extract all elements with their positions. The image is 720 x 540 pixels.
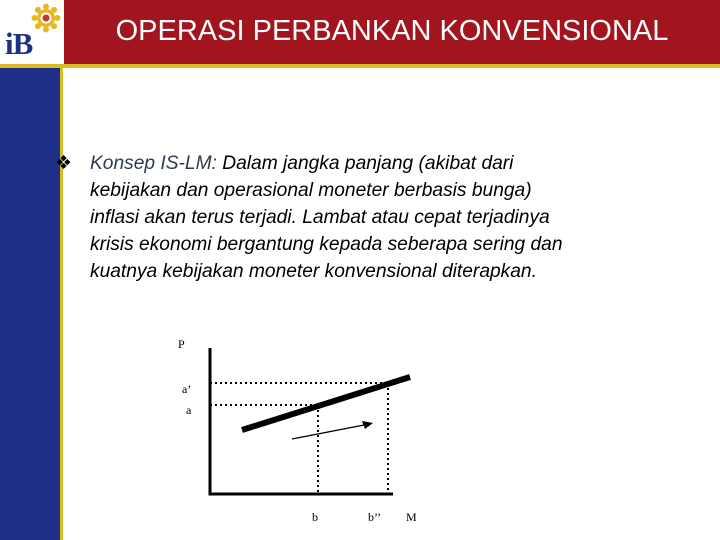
label-a: a bbox=[186, 403, 192, 417]
bullet-line-3: inflasi akan terus terjadi. Lambat atau cepat terjadinya bbox=[90, 207, 550, 228]
page-title: OPERASI PERBANKAN KONVENSIONAL bbox=[115, 15, 669, 47]
bullet-paragraph bbox=[55, 150, 690, 285]
bullet-text-1: Dalam jangka panjang (akibat dari bbox=[216, 153, 514, 174]
label-a-prime: a’ bbox=[182, 382, 192, 396]
logo-text: iB bbox=[5, 26, 33, 61]
term-is-lm: Konsep IS-LM: bbox=[90, 153, 217, 174]
x-axis-label: M bbox=[406, 510, 417, 524]
bullet-line-5: kuatnya kebijakan moneter konvensional diterapkan. bbox=[90, 261, 537, 282]
is-lm-curve bbox=[242, 377, 410, 430]
bullet-line-2: kebijakan dan operasional moneter berbasis bunga) bbox=[90, 180, 532, 201]
shift-arrow-line bbox=[292, 425, 364, 439]
sun-emblem-icon bbox=[31, 3, 61, 33]
sidebar-stripe bbox=[60, 68, 63, 540]
ib-logo bbox=[0, 0, 64, 64]
y-axis-label: P bbox=[178, 337, 185, 351]
header-divider bbox=[0, 64, 720, 68]
label-b2: b’’ bbox=[368, 510, 382, 524]
sidebar-band bbox=[0, 68, 60, 540]
bullet-line-1 bbox=[90, 150, 690, 177]
is-lm-diagram bbox=[160, 330, 440, 540]
slide-header bbox=[0, 0, 720, 64]
label-b: b bbox=[312, 510, 318, 524]
shift-arrow-head-icon bbox=[362, 421, 373, 429]
bullet-line-4: krisis ekonomi bergantung kepada seberapa sering dan bbox=[90, 234, 563, 255]
diamond-bullet-icon: ❖ bbox=[55, 153, 73, 174]
